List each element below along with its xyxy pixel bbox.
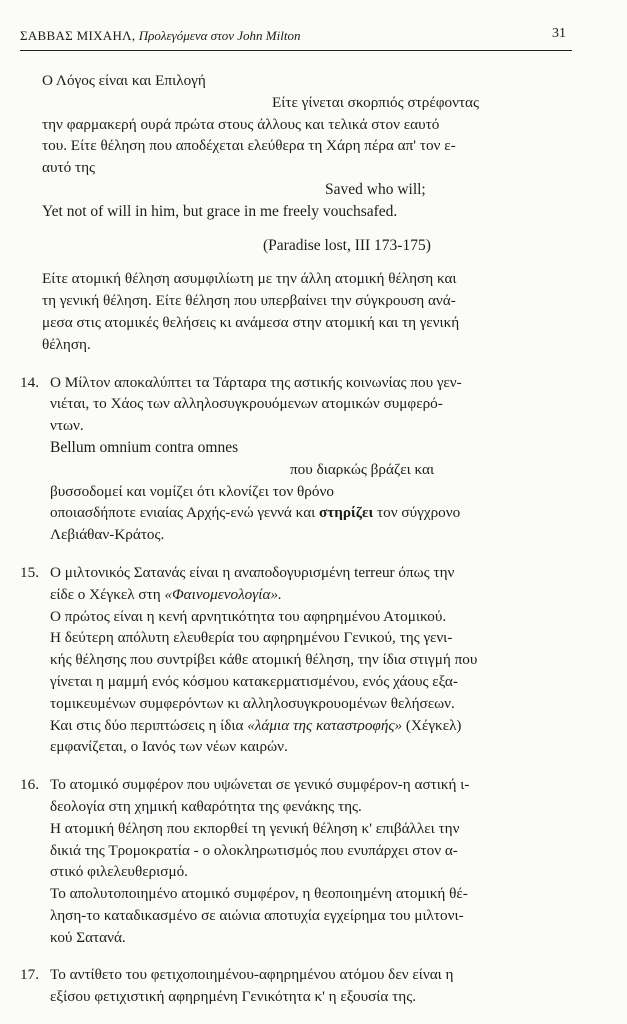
item-line: Το ατομικό συμφέρον που υψώνεται σε γενικό συμφέρον-η αστική ι- (50, 776, 470, 794)
emphasis: στηρίζει (319, 504, 374, 522)
item-number: 14. (20, 373, 39, 391)
header-title: Προλεγόμενα στον John Milton (138, 28, 301, 43)
item-line: δεολογία στη χημική καθαρότητα της φενάκης της. (50, 797, 362, 815)
item-line: δικιά της Τρομοκρατία - ο ολοκληρωτισμός που ενυπάρχει στον α- (50, 841, 458, 859)
quote-italic: «λάμια της καταστροφής» (247, 716, 403, 734)
list-item-15 (20, 562, 568, 758)
paragraph-line: τη γενική θέληση. Είτε θέληση που υπερβαίνει την σύγκρουση ανά- (42, 292, 456, 310)
item-line: γίνεται η μαμμή ενός κόσμου κατακερματισμένου, ενός χάους εξα- (50, 672, 458, 690)
intro-line: Ο Λόγος είναι και Επιλογή (42, 72, 206, 89)
item-line: Το αντίθετο του φετιχοποιημένου-αφηρημένου ατόμου δεν είναι η (50, 966, 454, 984)
item-line: βυσσοδομεί και νομίζει ότι κλονίζει τον θρόνο (50, 482, 334, 500)
paragraph-line: μεσα στις ατομικές θελήσεις κι ανάμεσα στην ατομική και τη γενική (42, 313, 460, 331)
item-line: Ο Μίλτον αποκαλύπτει τα Τάρταρα της αστικής κοινωνίας που γεν- (50, 373, 462, 391)
header-author: ΣΑΒΒΑΣ ΜΙΧΑΗΛ, (20, 28, 136, 43)
item-number: 15. (20, 563, 39, 581)
item-line: Η δεύτερη απόλυτη ελευθερία του αφηρημένου Γενικού, της γενι- (50, 629, 453, 647)
list-item-16 (20, 774, 568, 948)
page-number: 31 (552, 26, 566, 41)
item-line: οποιασδήποτε ενιαίας Αρχής-ενώ γεννά και στηρίζει τον σύγχρονο (50, 504, 461, 522)
item-line: Το απολυτοποιημένο ατομικό συμφέρον, η θεοποιημένη ατομική θέ- (50, 885, 468, 903)
citation: (Paradise lost, III 173-175) (263, 236, 431, 254)
list-item-17 (20, 964, 568, 1008)
item-line: νιέται, το Χάος των αλληλοσυγκρουόμενων ατομικών συμφερό- (50, 395, 443, 413)
book-title: «Φαινομενολογία». (164, 585, 282, 603)
intro-line: την φαρμακερή ουρά πρώτα στους άλλους και τελικά στον εαυτό (42, 115, 440, 133)
item-line: στικό φιλελευθερισμό. (50, 863, 188, 881)
item-line: Ο μιλτονικός Σατανάς είναι η αναποδογυρισμένη terreur όπως την (50, 563, 455, 581)
item-line: ληση-το καταδικασμένο σε αιώνια αποτυχία εγχείρημα του μιλτονι- (50, 906, 464, 924)
paragraph-line: θέληση. (42, 335, 91, 353)
item-line: Ο πρώτος είναι η κενή αρνητικότητα του αφηρημένου Ατομικού. (50, 607, 447, 625)
page-body (20, 70, 568, 1008)
latin-quote: Bellum omnium contra omnes (50, 438, 239, 456)
item-line: εξίσου φετιχιστική αφηρημένη Γενικότητα κ' η εξουσία της. (50, 988, 417, 1006)
item-line: κού Σατανά. (50, 928, 126, 946)
item-line: Λεβιάθαν-Κράτος. (50, 526, 165, 544)
intro-line: αυτό της (42, 159, 96, 177)
running-header (20, 28, 572, 51)
item-line: ντων. (50, 417, 84, 435)
item-line: κής θέλησης που συντρίβει κάθε ατομική θέληση, την ίδια στιγμή που (50, 651, 478, 669)
intro-line: Είτε γίνεται σκορπιός στρέφοντας (272, 93, 480, 111)
item-line: είδε ο Χέγκελ στη «Φαινομενολογία». (50, 585, 282, 603)
item-line: τομικευμένων συμφερόντων κι αλληλοσυγκρουομένων θελήσεων. (50, 694, 455, 712)
intro-line: του. Είτε θέληση που αποδέχεται ελεύθερα τη Χάρη πέρα απ' τον ε- (42, 137, 456, 155)
item-number: 17. (20, 966, 39, 984)
paragraph-line: Είτε ατομική θέληση ασυμφιλίωτη με την άλλη ατομική θέληση και (42, 270, 457, 288)
item-line: εμφανίζεται, ο Ιανός των νέων καιρών. (50, 738, 288, 756)
item-line: που διαρκώς βράζει και (290, 460, 435, 478)
item-line: Και στις δύο περιπτώσεις η ίδια «λάμια της καταστροφής» (Χέγκελ) (50, 716, 462, 734)
item-number: 16. (20, 776, 39, 794)
quote-line: Yet not of will in him, but grace in me freely vouchsafed. (42, 202, 398, 220)
list-item-14 (20, 372, 568, 546)
quote-line: Saved who will; (325, 180, 426, 198)
item-line: Η ατομική θέληση που εκπορθεί τη γενική θέληση κ' επιβάλλει την (50, 819, 460, 837)
